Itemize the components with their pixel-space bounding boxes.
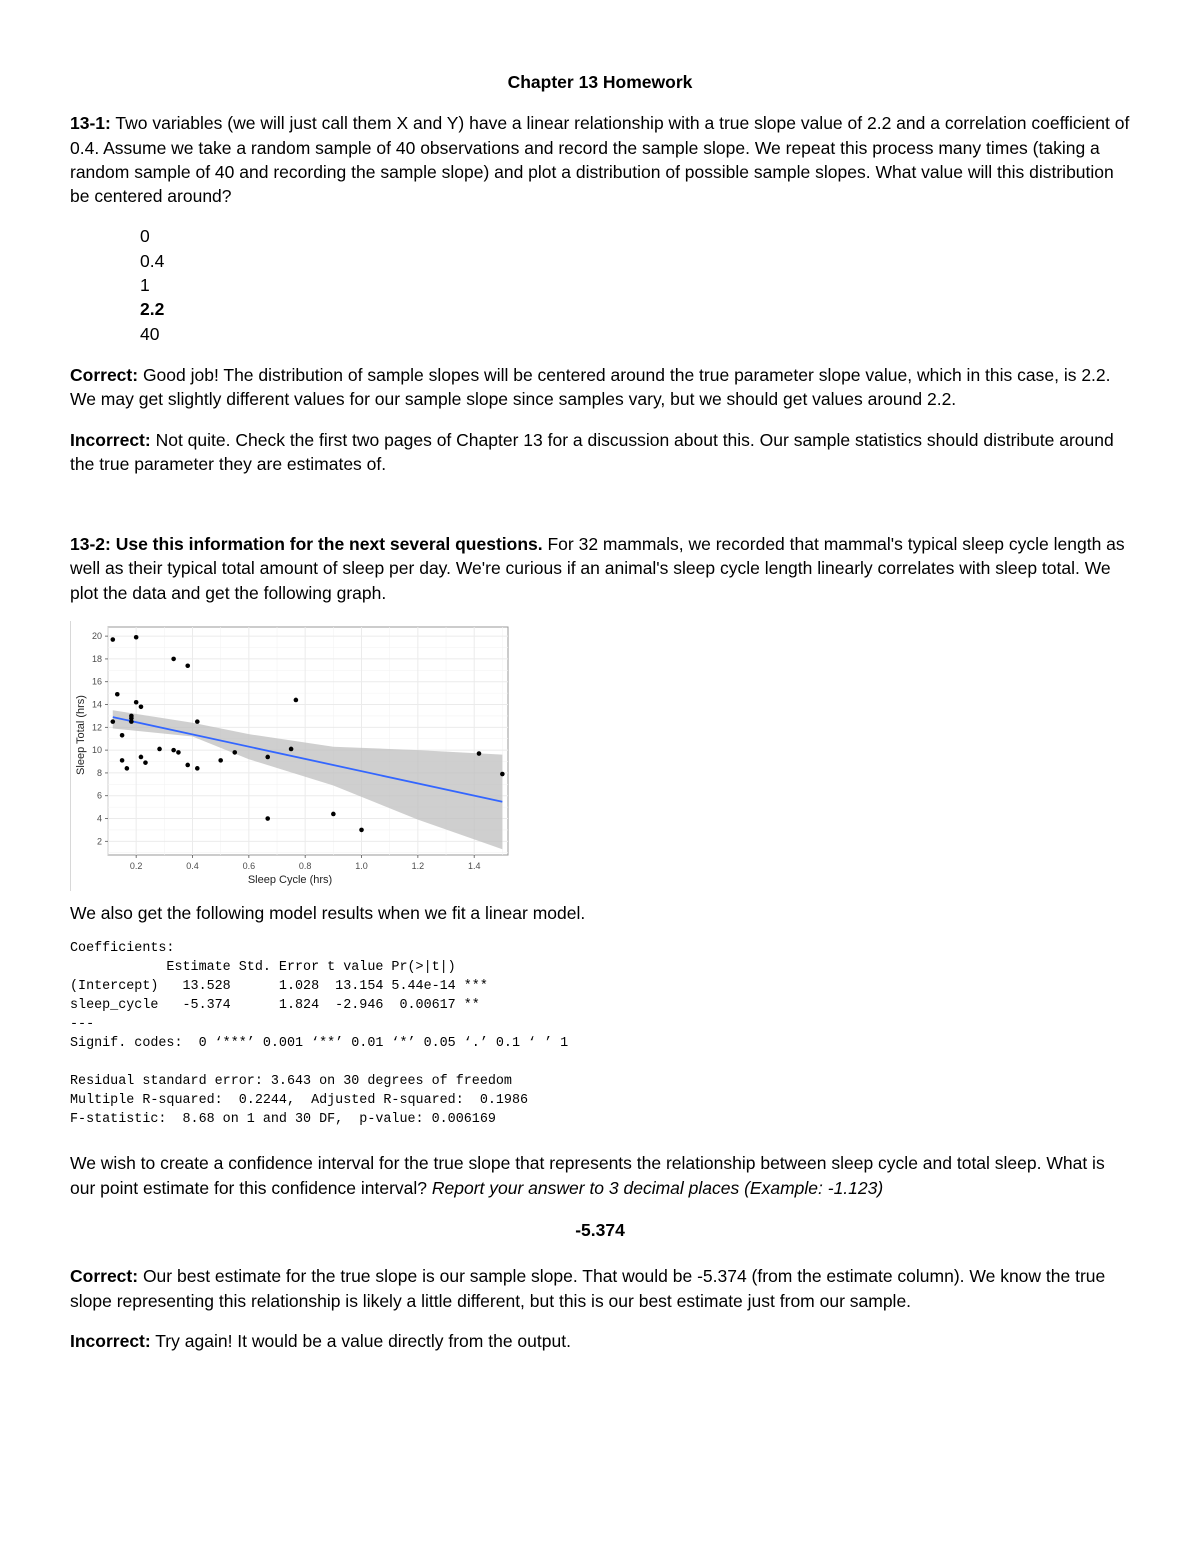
data-point — [477, 751, 482, 756]
option-0-4: 0.4 — [140, 250, 165, 271]
data-point — [171, 748, 176, 753]
option-1: 1 — [140, 275, 150, 296]
output-line: F-statistic: 8.68 on 1 and 30 DF, p-value: 0.006169 — [70, 1112, 496, 1128]
data-point — [185, 763, 190, 768]
data-point — [120, 758, 125, 763]
q2-correct-text: Our best estimate for the true slope is our sample slope. That would be -5.374 (from the estimate column). We know the true slope representing this relationship is likely a little different, but this is our best estimate just from our sample. — [70, 1266, 1106, 1311]
x-tick-label: 1.4 — [467, 861, 481, 872]
data-point — [195, 766, 200, 771]
question-13-2-text: For 32 mammals, we recorded that mammal's typical sleep cycle length as well as their typical total amount of sleep per day. We're curious if an animal's sleep cycle length linearly correlates with sleep total. We plot the data and get the following graph. — [70, 534, 1125, 603]
output-line: Estimate Std. Error t value Pr(>|t|) — [70, 960, 488, 976]
data-point — [125, 766, 130, 771]
data-point — [185, 664, 190, 669]
data-point — [218, 758, 223, 763]
document-page — [70, 70, 1130, 1369]
x-tick-label: 0.4 — [186, 861, 199, 872]
question-13-1-label: 13-1: — [70, 113, 111, 134]
y-axis-label: Sleep Total (hrs) — [75, 695, 87, 775]
y-tick-label: 6 — [96, 790, 102, 801]
ci-question — [70, 1151, 1130, 1200]
answer-options — [140, 224, 1130, 345]
option-40: 40 — [140, 323, 160, 344]
x-tick-label: 0.2 — [129, 861, 143, 872]
q2-correct-feedback — [70, 1264, 1130, 1313]
data-point — [115, 692, 120, 697]
q2-incorrect-label: Incorrect: — [70, 1330, 151, 1351]
data-point — [294, 698, 299, 703]
data-point — [129, 719, 134, 724]
option-0: 0 — [140, 226, 150, 247]
scatter-chart — [70, 621, 510, 891]
q1-correct-feedback — [70, 363, 1130, 412]
option-2-2-correct: 2.2 — [140, 299, 165, 320]
data-point — [176, 750, 181, 755]
data-point — [134, 700, 139, 705]
q2-incorrect-feedback — [70, 1329, 1130, 1353]
y-tick-label: 12 — [91, 722, 102, 733]
data-point — [120, 733, 125, 738]
data-point — [139, 705, 144, 710]
x-tick-label: 1.2 — [411, 861, 425, 872]
data-point — [110, 637, 115, 642]
output-line: sleep_cycle -5.374 1.824 -2.946 0.00617 ** — [70, 998, 488, 1014]
output-line: --- — [70, 1017, 95, 1033]
question-13-2-label: 13-2: Use this information for the next several questions. — [70, 534, 543, 555]
output-line: Residual standard error: 3.643 on 30 degrees of freedom — [70, 1074, 512, 1090]
output-line: (Intercept) 13.528 1.028 13.154 5.44e-14 *** — [70, 979, 488, 995]
data-point — [110, 719, 115, 724]
scatter-chart-svg — [70, 621, 510, 891]
x-tick-label: 1.0 — [355, 861, 368, 872]
y-tick-label: 2 — [96, 836, 102, 847]
x-tick-label: 0.8 — [298, 861, 312, 872]
ci-question-hint: Report your answer to 3 decimal places (Example: -1.123) — [431, 1177, 884, 1198]
output-line: Coefficients: — [70, 941, 175, 957]
data-point — [139, 755, 144, 760]
output-line: Signif. codes: 0 ‘***’ 0.001 ‘**’ 0.01 ‘*’ 0.05 ‘.’ 0.1 ‘ ’ 1 — [70, 1036, 569, 1052]
data-point — [143, 760, 148, 765]
model-output — [70, 939, 1130, 1129]
y-tick-label: 10 — [91, 745, 102, 756]
q1-incorrect-text: Not quite. Check the first two pages of Chapter 13 for a discussion about this. Our sample statistics should distribute around the true parameter they are estimates of. — [70, 429, 1114, 474]
y-tick-label: 20 — [91, 631, 102, 642]
data-point — [195, 719, 200, 724]
data-point — [171, 657, 176, 662]
question-13-1-text: Two variables (we will just call them X and Y) have a linear relationship with a true slope value of 2.2 and a correlation coefficient of 0.4. Assume we take a random sample of 40 observations and record the sample slope. We repeat this process many times (taking a random sample of 40 and recording the sample slope) and plot a distribution of possible sample slopes. What value will this distribution be centered around? — [70, 113, 1130, 207]
data-point — [265, 816, 270, 821]
data-point — [134, 635, 139, 640]
ci-question-text: We wish to create a confidence interval for the true slope that represents the relationship between sleep cycle and total sleep. What is our point estimate for this confidence interval? — [70, 1153, 1105, 1198]
y-tick-label: 4 — [96, 813, 102, 824]
x-axis-label: Sleep Cycle (hrs) — [247, 874, 333, 887]
q1-correct-text: Good job! The distribution of sample slopes will be centered around the true parameter slope value, which in this case, is 2.2. We may get slightly different values for our sample slope since samples vary, but we should get values around 2.2. — [70, 364, 1111, 410]
q2-incorrect-text: Try again! It would be a value directly from the output. — [150, 1330, 571, 1351]
answer-value: -5.374 — [575, 1219, 625, 1240]
data-point — [265, 755, 270, 760]
question-13-2 — [70, 532, 1130, 605]
q1-incorrect-label: Incorrect: — [70, 429, 151, 450]
y-tick-label: 16 — [91, 676, 102, 687]
data-point — [157, 747, 162, 752]
y-tick-label: 8 — [96, 767, 102, 778]
x-tick-label: 0.6 — [242, 861, 256, 872]
data-point — [331, 812, 336, 817]
output-line: Multiple R-squared: 0.2244, Adjusted R-squared: 0.1986 — [70, 1093, 537, 1109]
q2-correct-label: Correct: — [70, 1266, 139, 1287]
data-point — [232, 750, 237, 755]
y-tick-label: 18 — [91, 653, 102, 664]
q1-incorrect-feedback — [70, 428, 1130, 477]
y-tick-label: 14 — [91, 699, 102, 710]
page-title: Chapter 13 Homework — [507, 72, 693, 92]
data-point — [289, 747, 294, 752]
question-13-1 — [70, 111, 1130, 208]
data-point — [359, 828, 364, 833]
q1-correct-label: Correct: — [70, 364, 139, 385]
data-point — [500, 772, 505, 777]
model-intro: We also get the following model results when we fit a linear model. — [70, 903, 586, 924]
